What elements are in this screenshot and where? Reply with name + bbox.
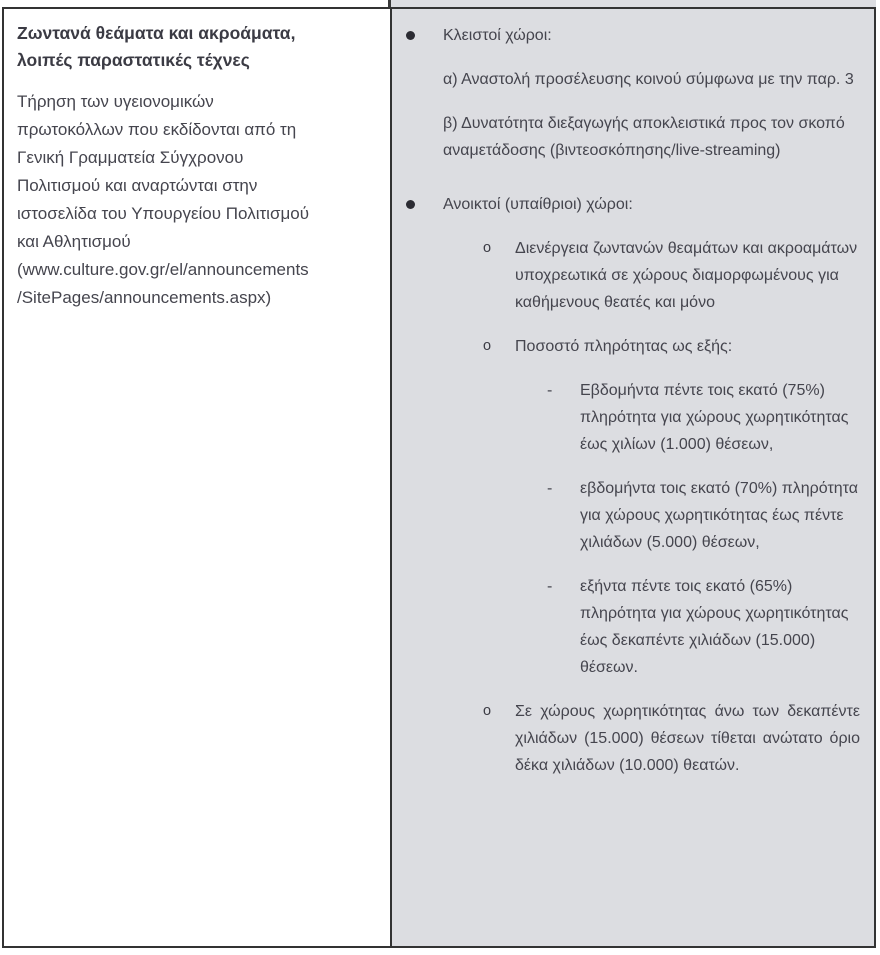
- tier-65-text: εξήντα πέντε τοις εκατό (65%) πληρότητα για χώρους χωρητικότητας έως δεκαπέντε χιλιάδων (15.000) θέσεων.: [580, 578, 849, 676]
- seated-only-text: Διενέργεια ζωντανών θεαμάτων και ακροαμάτων υποχρεωτικά σε χώρους διαμορφωμένους για καθήμενους θεατές και μόνο: [515, 240, 858, 311]
- open-spaces-label: Ανοικτοί (υπαίθριοι) χώροι:: [443, 196, 633, 213]
- closed-spaces-item-b: β) Δυνατότητα διεξαγωγής αποκλειστικά προς τον σκοπό αναμετάδοσης (βιντεοσκόπησης/live-streaming): [443, 115, 845, 159]
- tier-70-text: εβδομήντα τοις εκατό (70%) πληρότητα για χώρους χωρητικότητας έως πέντε χιλιάδων (5.000) θέσεων,: [580, 480, 858, 551]
- text-line: Πολιτισμού και αναρτώνται στην: [17, 176, 258, 195]
- bullet-open-spaces: [406, 191, 860, 218]
- dash-bullet-icon: -: [547, 578, 553, 595]
- tier-75-text: Εβδομήντα πέντε τοις εκατό (75%) πληρότητα για χώρους χωρητικότητας έως χιλίων (1.000) θέσεων,: [580, 382, 849, 453]
- occupancy-label: Ποσοστό πληρότητας ως εξής:: [515, 338, 733, 355]
- text-line: και Αθλητισμού: [17, 232, 131, 251]
- closed-spaces-label: Κλειστοί χώροι:: [443, 27, 552, 44]
- bullet-dot-icon: [406, 191, 443, 218]
- table-cell-activity: [4, 9, 392, 946]
- text-line: Τήρηση των υγειονομικών: [17, 92, 214, 111]
- previous-row-column-divider: [388, 0, 391, 7]
- text-line: Γενική Γραμματεία Σύγχρονου: [17, 148, 244, 167]
- text-line: /SitePages/announcements.aspx): [17, 288, 272, 307]
- previous-row-remnant: [391, 0, 876, 7]
- closed-spaces-item-a: α) Αναστολή προσέλευσης κοινού σύμφωνα με την παρ. 3: [443, 71, 854, 88]
- circle-bullet-icon: o: [483, 240, 492, 256]
- sub-bullet-large-venues: [483, 698, 860, 779]
- bullet-dot-icon: [406, 22, 443, 49]
- regulation-table-row: [2, 7, 876, 948]
- activity-description: [17, 88, 377, 312]
- table-cell-measures: [392, 9, 874, 946]
- dash-bullet-icon: -: [547, 480, 553, 497]
- text-line: (www.culture.gov.gr/el/announcements: [17, 260, 309, 279]
- dash-item-tier-65: [547, 573, 860, 681]
- dash-item-tier-75: [547, 377, 860, 458]
- dash-bullet-icon: -: [547, 382, 553, 399]
- text-line: πρωτοκόλλων που εκδίδονται από τη: [17, 120, 297, 139]
- circle-bullet-icon: o: [483, 338, 492, 354]
- large-venues-text: Σε χώρους χωρητικότητας άνω των δεκαπέντε χιλιάδων (15.000) θέσεων τίθεται ανώτατο όριο δέκα χιλιάδων (10.000) θεατών.: [515, 703, 860, 774]
- circle-bullet-icon: o: [483, 703, 492, 719]
- bullet-closed-spaces: [406, 22, 860, 49]
- sub-bullet-seated-only: [483, 235, 860, 316]
- activity-title: Ζωντανά θεάματα και ακροάματα, λοιπές παραστατικές τέχνες: [17, 23, 296, 70]
- sub-bullet-occupancy: [483, 333, 860, 360]
- dash-item-tier-70: [547, 475, 860, 556]
- text-line: ιστοσελίδα του Υπουργείου Πολιτισμού: [17, 204, 309, 223]
